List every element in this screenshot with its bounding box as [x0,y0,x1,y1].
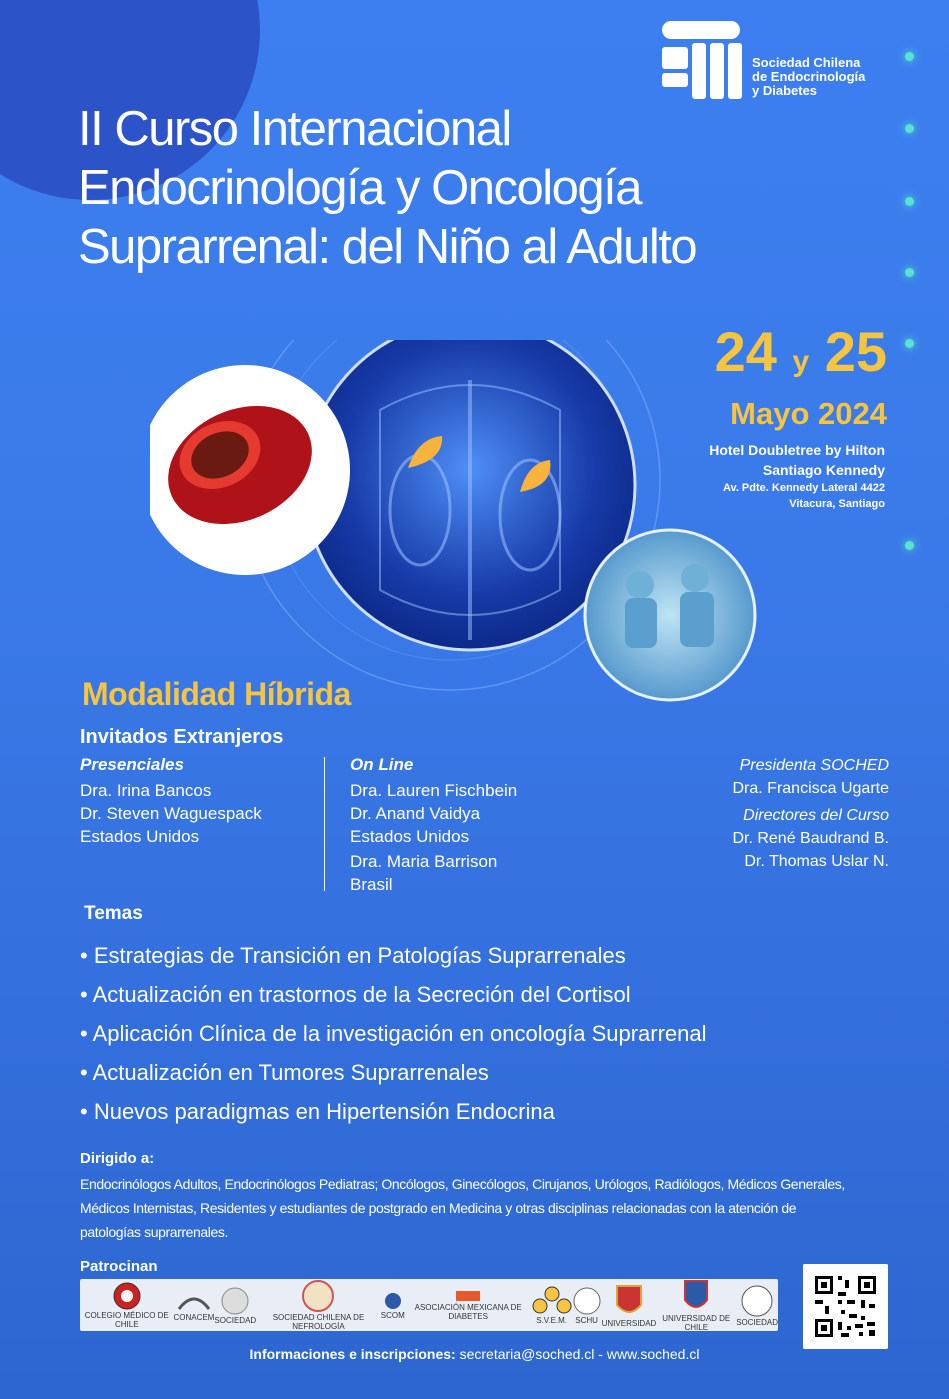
sponsor-logos [80,1279,778,1331]
sponsor-logo: CONACEM [174,1289,215,1322]
dot-decoration [905,268,914,277]
list-item: • Aplicación Clínica de la investigación en oncología Suprarrenal [80,1021,707,1046]
presenciales-list [80,753,262,848]
dot-decoration [905,52,914,61]
event-date: 24 y 25 Mayo 2024 [714,320,887,431]
page-title: II Curso Internacional Endocrinología y Oncología Suprarrenal: del Niño al Adulto [78,102,697,274]
speaker-name: Dr. Steven Waguespack [80,804,262,823]
sponsor-logo: SCHU [572,1286,602,1325]
sponsor-logo: SOCIEDAD CHILENA DE NEFROLOGÍA [256,1279,381,1331]
soched-logo [662,21,744,101]
speaker-name: Dr. Anand Vaidya [350,804,481,823]
dot-decoration [905,541,914,550]
speaker-country: Brasil [350,875,393,894]
dirigido-text: Endocrinólogos Adultos, Endocrinólogos Pediatras; Oncólogos, Ginecólogos, Cirujanos, Urólogos, Radiólogos, Médicos Generales, Médicos Internistas, Residentes y estudiantes de postgrado en Medicina y otras disciplinas relacionadas con la atención de patologías suprarrenales. [80,1176,845,1240]
speaker-country: Estados Unidos [350,827,470,846]
footer-label: Informaciones e inscripciones: [249,1346,456,1362]
sponsor-logo: S.V.E.M. [532,1286,572,1325]
director-name: Dr. Thomas Uslar N. [744,853,889,870]
directores-heading: Directores del Curso [743,807,889,824]
footer-contact: Informaciones e inscripciones: secretaria@soched.cl - www.soched.cl [249,1346,700,1362]
sponsor-logo: UNIVERSIDAD DE CHILE [656,1278,736,1332]
list-item: • Estrategias de Transición en Patologías Suprarrenales [80,943,626,968]
divider [324,757,325,891]
qr-code[interactable] [803,1264,888,1349]
sponsor-logo: SOCIEDAD [736,1284,778,1327]
presidenta-heading: Presidenta SOCHED [739,757,889,774]
temas-list [80,936,707,1131]
presidenta-name: Dra. Francisca Ugarte [732,780,889,797]
speaker-name: Dra. Maria Barrison [350,852,498,871]
presenciales-heading: Presenciales [80,755,184,774]
venue-info: Hotel Doubletree by Hilton Santiago Kennedy Av. Pdte. Kennedy Lateral 4422 Vitacura, Santiago [709,442,885,510]
speaker-country: Estados Unidos [80,827,200,846]
footer-web-link[interactable]: www.soched.cl [606,1346,700,1362]
list-item: • Nuevos paradigmas en Hipertensión Endocrina [80,1099,555,1124]
temas-heading: Temas [84,903,143,924]
sponsor-logo: ASOCIACIÓN MEXICANA DE DIABETES [405,1289,532,1321]
online-heading: On Line [350,755,414,774]
dot-decoration [905,124,914,133]
speaker-name: Dra. Irina Bancos [80,781,212,800]
society-name: Sociedad Chilena de Endocrinología y Diabetes [752,55,866,98]
sponsor-logo: COLEGIO MÉDICO DE CHILE [80,1281,174,1329]
patrocinan-heading: Patrocinan [80,1258,158,1275]
dot-decoration [905,197,914,206]
directiva [732,754,889,873]
sponsor-logo: UNIVERSIDAD [602,1283,657,1328]
dirigido-heading: Dirigido a: [80,1150,155,1167]
online-list [350,753,517,896]
dot-decoration [905,339,914,348]
footer-email-link[interactable]: secretaria@soched.cl [459,1346,595,1362]
sponsor-logo: SOCIEDAD [214,1286,256,1325]
speaker-name: Dra. Lauren Fischbein [350,781,518,800]
modalidad-heading: Modalidad Híbrida [82,676,351,712]
invitados-heading: Invitados Extranjeros [80,726,284,748]
sponsor-logo: SCOM [381,1291,405,1320]
director-name: Dr. René Baudrand B. [732,830,889,847]
list-item: • Actualización en trastornos de la Secreción del Cortisol [80,982,631,1007]
list-item: • Actualización en Tumores Suprarrenales [80,1060,489,1085]
